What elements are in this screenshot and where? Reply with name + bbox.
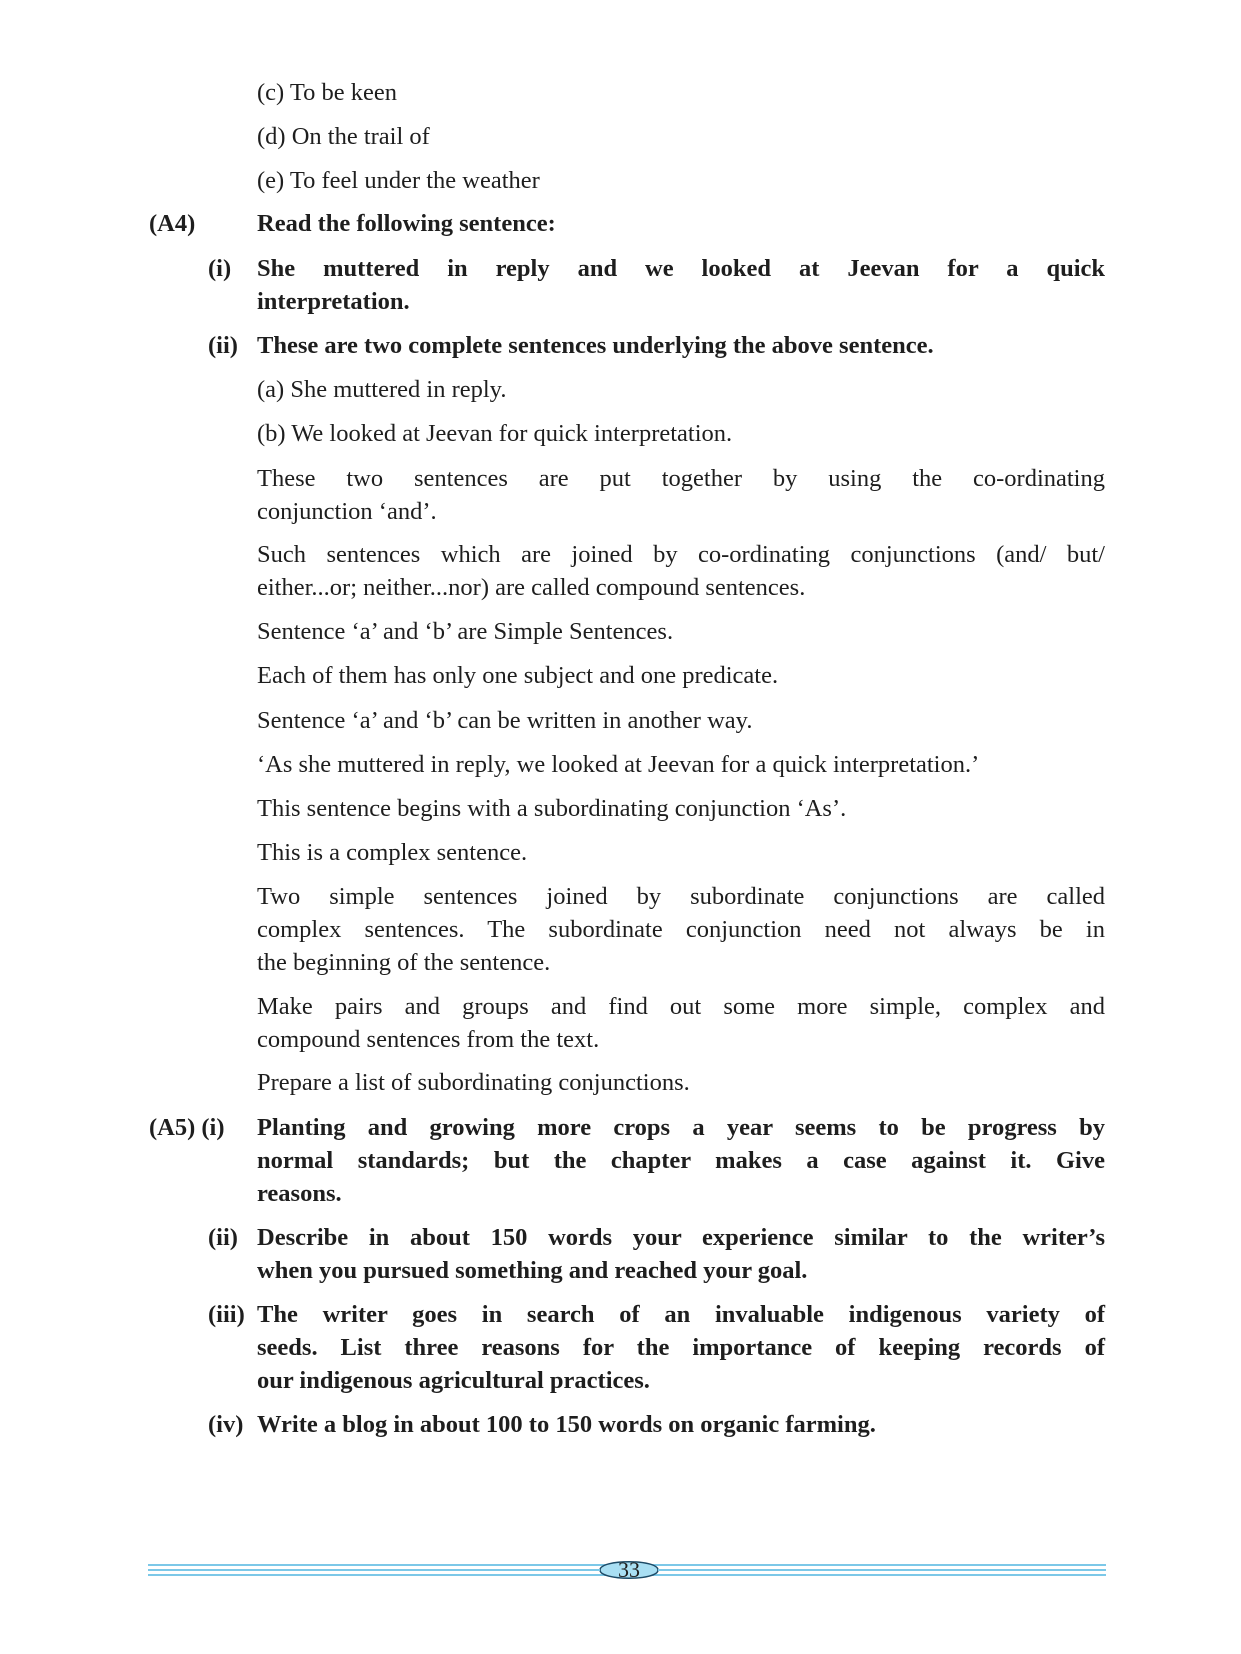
paragraph-line: These two sentences are put together by using the co-ordinating bbox=[257, 465, 1105, 492]
sentence-line: interpretation. bbox=[257, 288, 410, 315]
question-a4-heading: Read the following sentence: bbox=[257, 210, 556, 237]
paragraph-line: Sentence ‘a’ and ‘b’ are Simple Sentences. bbox=[257, 618, 674, 645]
question-line: Planting and growing more crops a year seems to be progress by bbox=[257, 1114, 1105, 1141]
paragraph-line: This is a complex sentence. bbox=[257, 839, 528, 866]
paragraph-line: complex sentences. The subordinate conjunction need not always be in bbox=[257, 916, 1105, 943]
paragraph-line: Such sentences which are joined by co-ordinating conjunctions (and/ but/ bbox=[257, 541, 1105, 568]
question-line: Describe in about 150 words your experience similar to the writer’s bbox=[257, 1224, 1105, 1251]
subquestion-label-iv: (iv) bbox=[208, 1411, 244, 1438]
subquestion-label-ii: (ii) bbox=[208, 1224, 238, 1251]
question-line: our indigenous agricultural practices. bbox=[257, 1367, 650, 1394]
paragraph-line: either...or; neither...nor) are called compound sentences. bbox=[257, 574, 806, 601]
sentence-line: She muttered in reply and we looked at Jeevan for a quick bbox=[257, 255, 1105, 282]
paragraph-line: conjunction ‘and’. bbox=[257, 498, 437, 525]
question-label-a5: (A5) (i) bbox=[149, 1114, 225, 1141]
paragraph-line: This sentence begins with a subordinating conjunction ‘As’. bbox=[257, 795, 847, 822]
paragraph-line: Each of them has only one subject and one predicate. bbox=[257, 662, 779, 689]
subquestion-ii-text: These are two complete sentences underlying the above sentence. bbox=[257, 332, 934, 359]
list-item-c: (c) To be keen bbox=[257, 79, 398, 106]
paragraph-line: Prepare a list of subordinating conjunctions. bbox=[257, 1069, 690, 1096]
question-line: reasons. bbox=[257, 1180, 342, 1207]
paragraph-line: compound sentences from the text. bbox=[257, 1026, 600, 1053]
paragraph-line: the beginning of the sentence. bbox=[257, 949, 551, 976]
paragraph-line: Make pairs and groups and find out some more simple, complex and bbox=[257, 993, 1105, 1020]
subquestion-label-ii: (ii) bbox=[208, 332, 238, 359]
list-item-d: (d) On the trail of bbox=[257, 123, 430, 150]
example-a: (a) She muttered in reply. bbox=[257, 376, 507, 403]
question-line: Write a blog in about 100 to 150 words on organic farming. bbox=[257, 1411, 876, 1438]
paragraph-line: Two simple sentences joined by subordinate conjunctions are called bbox=[257, 883, 1105, 910]
subquestion-label-i: (i) bbox=[208, 255, 232, 282]
paragraph-line: Sentence ‘a’ and ‘b’ can be written in another way. bbox=[257, 707, 753, 734]
question-label-a4: (A4) bbox=[149, 210, 196, 237]
question-line: seeds. List three reasons for the importance of keeping records of bbox=[257, 1334, 1105, 1361]
subquestion-label-iii: (iii) bbox=[208, 1301, 245, 1328]
question-line: normal standards; but the chapter makes a case against it. Give bbox=[257, 1147, 1105, 1174]
example-b: (b) We looked at Jeevan for quick interpretation. bbox=[257, 420, 733, 447]
question-line: when you pursued something and reached your goal. bbox=[257, 1257, 808, 1284]
paragraph-line: ‘As she muttered in reply, we looked at Jeevan for a quick interpretation.’ bbox=[257, 751, 980, 778]
question-line: The writer goes in search of an invaluable indigenous variety of bbox=[257, 1301, 1105, 1328]
list-item-e: (e) To feel under the weather bbox=[257, 167, 540, 194]
page-number: 33 bbox=[618, 1557, 640, 1582]
